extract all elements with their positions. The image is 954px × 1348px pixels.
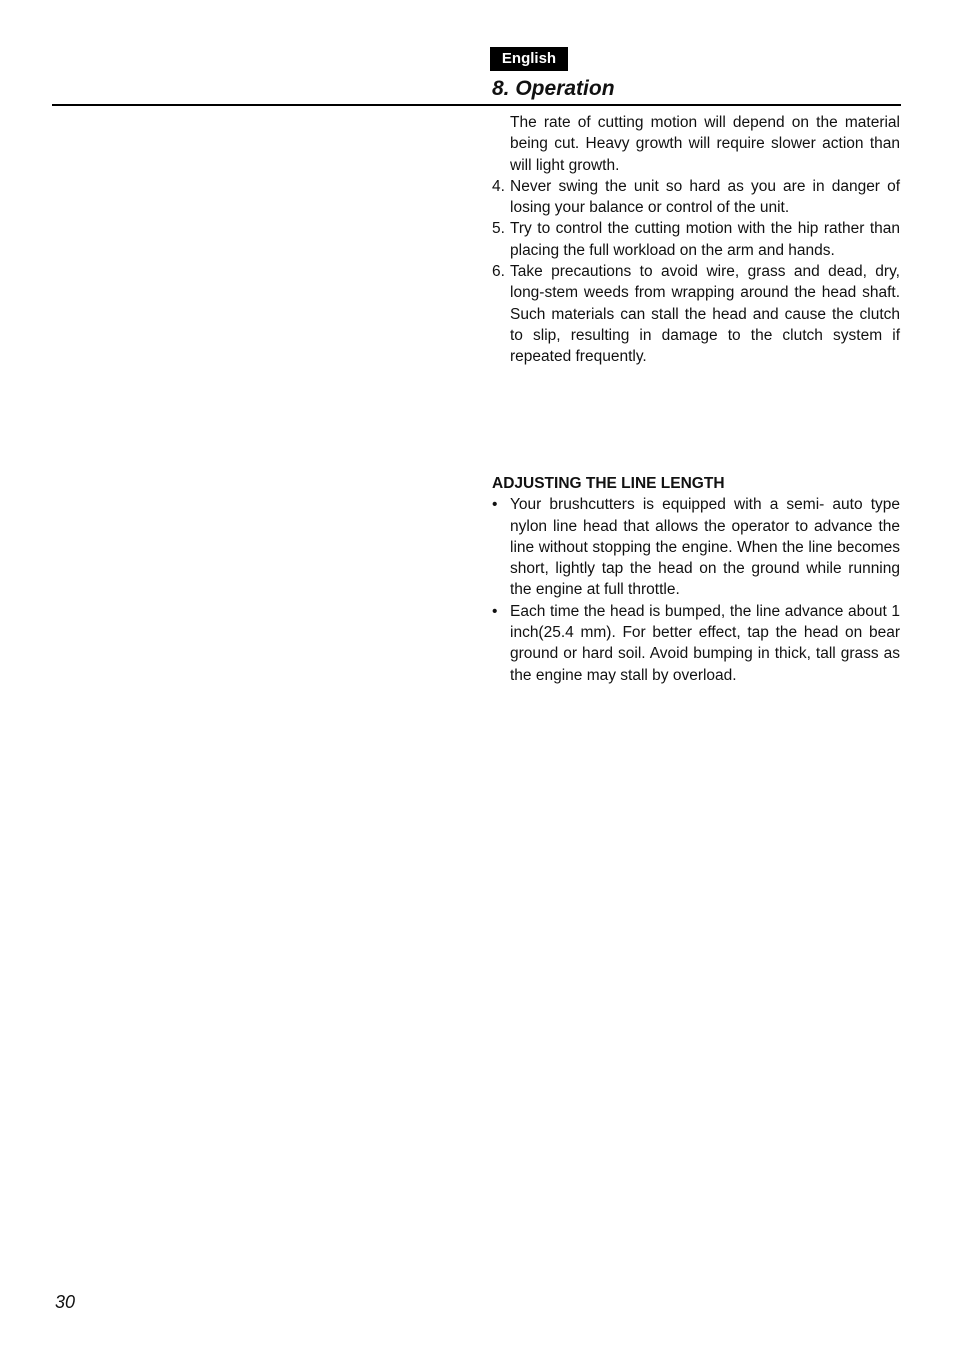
page-number: 30 [55,1292,76,1312]
step-number: 5. [492,220,505,238]
section-title: 8. Operation [492,77,615,100]
step-text: Try to control the cutting motion with the hip rather than placing the full workload on the arm and hands. [510,220,900,259]
bullet-marker: • [492,496,498,514]
list-item [492,494,900,600]
list-item [492,218,900,261]
bullet-text: Each time the head is bumped, the line advance about 1 inch(25.4 mm). For better effect, tap the head on bear ground or hard soil. Avoid bumping in thick, tall grass as the engine may stall by overload. [510,602,900,684]
operation-steps [492,112,900,368]
step-text: Take precautions to avoid wire, grass and dead, dry, long-stem weeds from wrapping around the head shaft. Such materials can stall the head and cause the clutch to slip, resulting in damage to the clutch system if repeated frequently. [510,263,900,366]
step-number: 4. [492,177,505,195]
header-divider [52,104,901,106]
language-badge: English [490,47,568,71]
bullet-marker: • [492,602,498,620]
step-number: 6. [492,263,505,281]
list-item [492,176,900,219]
line-length-section [492,473,900,686]
cutting-motion-intro: The rate of cutting motion will depend on the material being cut. Heavy growth will require slower action than will light growth. [510,114,900,174]
list-item [492,261,900,367]
bullet-text: Your brushcutters is equipped with a semi- auto type nylon line head that allows the operator to advance the line without stopping the engine. When the line becomes short, lightly tap the head on the ground while running the engine at full throttle. [510,496,900,599]
step-text: Never swing the unit so hard as you are in danger of losing your balance or control of the unit. [510,177,900,217]
list-item [492,601,900,686]
section-heading: ADJUSTING THE LINE LENGTH [492,475,725,492]
